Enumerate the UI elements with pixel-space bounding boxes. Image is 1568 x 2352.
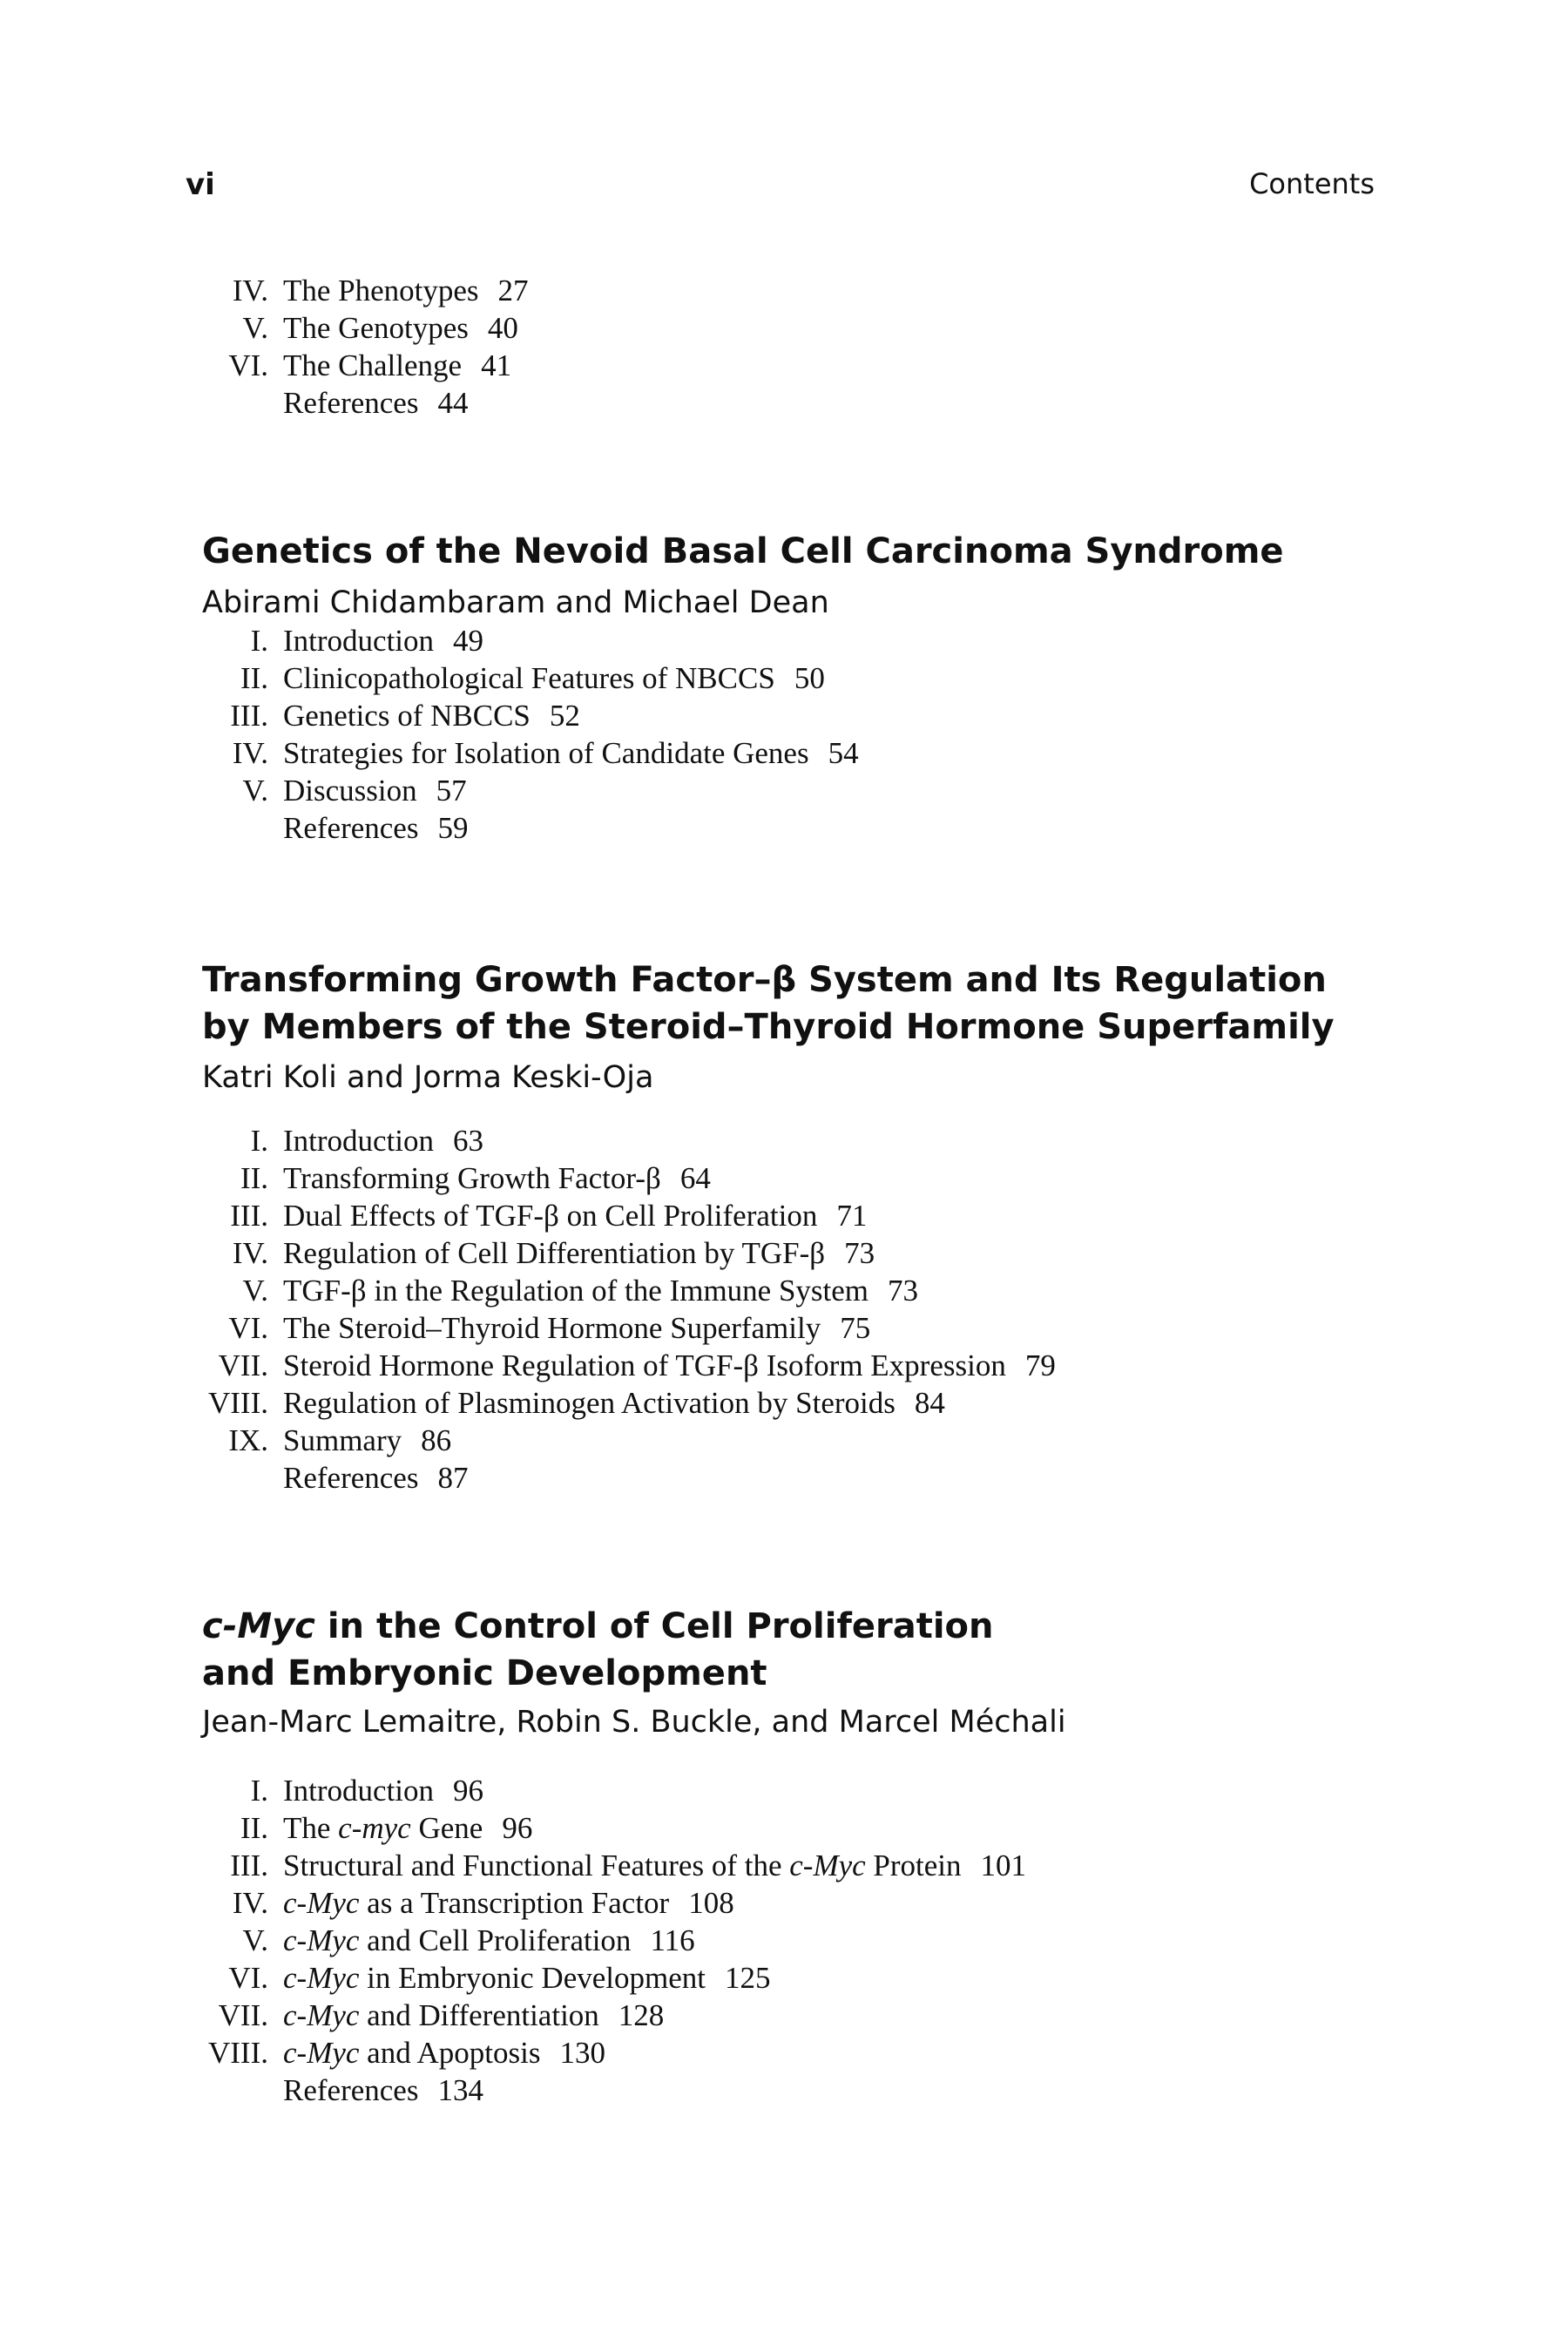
section-number: III. <box>230 1848 268 1882</box>
page-number: 52 <box>549 699 580 733</box>
toc-entry <box>0 309 1568 347</box>
page-number: 96 <box>453 1774 484 1808</box>
page-number: 134 <box>437 2073 483 2107</box>
page-number: 86 <box>421 1423 452 1457</box>
page-number: 84 <box>914 1386 945 1420</box>
section-title: References <box>283 1461 419 1495</box>
toc-entry <box>0 1922 1568 1959</box>
section-number: IV. <box>232 1236 268 1270</box>
section-number: V. <box>242 1274 268 1308</box>
page-number: 73 <box>844 1236 875 1270</box>
toc-entry-references <box>0 384 1568 422</box>
section-title-post: and Differentiation <box>359 1998 599 2032</box>
section-number: II. <box>240 661 268 695</box>
toc-entry <box>0 1959 1568 1997</box>
page-folio: vi <box>186 167 215 202</box>
page-number: 87 <box>437 1461 469 1495</box>
section-title: References <box>283 811 419 845</box>
section-title-italic: c-Myc <box>283 2036 360 2070</box>
page-number: 49 <box>453 624 484 658</box>
section-title: The Phenotypes <box>283 274 479 308</box>
section-title-post: and Cell Proliferation <box>359 1923 632 1957</box>
section-title-italic: c-myc <box>338 1811 411 1845</box>
page-number: 125 <box>724 1961 771 1995</box>
page-number: 64 <box>679 1161 711 1195</box>
chapter-title <box>202 1603 1422 1697</box>
page-number: 75 <box>840 1311 871 1345</box>
chapter-toc-list <box>0 622 1568 847</box>
section-title: Discussion <box>283 774 417 808</box>
section-number: III. <box>230 1199 268 1233</box>
section-title-italic: c-Myc <box>283 1923 360 1957</box>
section-title-post: in Embryonic Development <box>359 1961 706 1995</box>
page-number: 71 <box>836 1199 868 1233</box>
toc-entry <box>0 772 1568 809</box>
chapter-title <box>202 956 1422 1051</box>
section-number: IV. <box>232 736 268 770</box>
section-title: References <box>283 386 419 420</box>
section-title: Introduction <box>283 624 435 658</box>
page-number: 41 <box>481 348 512 382</box>
chapter-title-line: by Members of the Steroid–Thyroid Hormone Superfamily <box>202 1007 1335 1047</box>
page-number: 128 <box>618 1998 665 2032</box>
section-number: I. <box>250 1124 268 1158</box>
chapter-authors: Abirami Chidambaram and Michael Dean <box>202 585 829 620</box>
toc-entry <box>0 659 1568 697</box>
section-number: VII. <box>218 1348 268 1382</box>
section-title-post: as a Transcription Factor <box>359 1886 670 1920</box>
toc-entry <box>0 1122 1568 1159</box>
page-number: 101 <box>980 1848 1027 1882</box>
section-number: I. <box>250 1774 268 1808</box>
toc-entry <box>0 2034 1568 2072</box>
chapter-title-line: Genetics of the Nevoid Basal Cell Carcinoma Syndrome <box>202 531 1284 571</box>
toc-entry-references <box>0 809 1568 847</box>
section-title: Summary <box>283 1423 402 1457</box>
chapter-toc-list <box>0 1122 1568 1497</box>
section-number: IX. <box>228 1423 268 1457</box>
toc-entry <box>0 1197 1568 1234</box>
section-title: Introduction <box>283 1774 435 1808</box>
page-number: 27 <box>497 274 529 308</box>
section-number: VII. <box>218 1998 268 2032</box>
chapter-authors: Katri Koli and Jorma Keski-Oja <box>202 1060 654 1095</box>
section-title: Genetics of NBCCS <box>283 699 531 733</box>
section-number: II. <box>240 1811 268 1845</box>
section-title: Transforming Growth Factor-β <box>283 1161 661 1195</box>
chapter-title-line: Transforming Growth Factor–β System and Its Regulation <box>202 960 1327 1000</box>
section-title: Dual Effects of TGF-β on Cell Proliferation <box>283 1199 818 1233</box>
section-number: VI. <box>228 1961 268 1995</box>
toc-entry-references <box>0 1459 1568 1497</box>
page-number: 59 <box>437 811 469 845</box>
section-number: VIII. <box>208 2036 268 2070</box>
section-title-italic: c-Myc <box>789 1848 866 1882</box>
toc-entry <box>0 1309 1568 1347</box>
section-title: Regulation of Cell Differentiation by TGF-β <box>283 1236 826 1270</box>
section-title: References <box>283 2073 419 2107</box>
section-title-post: Protein <box>865 1848 962 1882</box>
section-title-pre: The <box>283 1811 339 1845</box>
toc-entry <box>0 697 1568 734</box>
section-number: III. <box>230 699 268 733</box>
toc-entry <box>0 1347 1568 1384</box>
toc-entry <box>0 1234 1568 1272</box>
toc-entry <box>0 347 1568 384</box>
running-head: Contents <box>1249 167 1375 200</box>
section-title: Steroid Hormone Regulation of TGF-β Isoform Expression <box>283 1348 1006 1382</box>
section-title: The Steroid–Thyroid Hormone Superfamily <box>283 1311 821 1345</box>
section-title: Regulation of Plasminogen Activation by Steroids <box>283 1386 896 1420</box>
section-title: TGF-β in the Regulation of the Immune System <box>283 1274 869 1308</box>
section-number: IV. <box>232 1886 268 1920</box>
page-number: 40 <box>487 311 518 345</box>
toc-entry <box>0 1384 1568 1422</box>
toc-entry-references <box>0 2072 1568 2109</box>
toc-entry <box>0 734 1568 772</box>
toc-entry <box>0 272 1568 309</box>
section-title: The Genotypes <box>283 311 469 345</box>
chapter-toc-list <box>0 1772 1568 2109</box>
section-title-italic: c-Myc <box>283 1961 360 1995</box>
section-number: V. <box>242 1923 268 1957</box>
page-number: 79 <box>1024 1348 1056 1382</box>
toc-entry <box>0 1422 1568 1459</box>
toc-entry <box>0 1272 1568 1309</box>
section-number: IV. <box>232 274 268 308</box>
page-number: 96 <box>502 1811 533 1845</box>
page-number: 130 <box>559 2036 605 2070</box>
section-title: Clinicopathological Features of NBCCS <box>283 661 775 695</box>
toc-entry <box>0 1884 1568 1922</box>
page-number: 50 <box>794 661 825 695</box>
section-number: V. <box>242 311 268 345</box>
chapter-title-line: and Embryonic Development <box>202 1653 767 1693</box>
section-number: V. <box>242 774 268 808</box>
section-title: Introduction <box>283 1124 435 1158</box>
section-title-pre: Structural and Functional Features of the <box>283 1848 790 1882</box>
chapter-title-text: in the Control of Cell Proliferation <box>314 1606 994 1646</box>
toc-entry <box>0 1809 1568 1847</box>
chapter-title-italic: c-Myc <box>202 1606 315 1646</box>
toc-entry <box>0 1159 1568 1197</box>
page-number: 54 <box>828 736 859 770</box>
section-title-italic: c-Myc <box>283 1886 360 1920</box>
section-title: The Challenge <box>283 348 463 382</box>
section-number: II. <box>240 1161 268 1195</box>
chapter-title <box>202 528 1422 575</box>
section-number: VIII. <box>208 1386 268 1420</box>
continued-toc-list <box>0 272 1568 422</box>
section-title-post: Gene <box>410 1811 483 1845</box>
toc-entry <box>0 622 1568 659</box>
chapter-title-line <box>202 1603 1422 1650</box>
section-title-post: and Apoptosis <box>359 2036 541 2070</box>
toc-entry <box>0 1997 1568 2034</box>
toc-entry <box>0 1847 1568 1884</box>
page-number: 63 <box>453 1124 484 1158</box>
section-title: Strategies for Isolation of Candidate Genes <box>283 736 809 770</box>
page-number: 57 <box>436 774 467 808</box>
page-number: 73 <box>888 1274 919 1308</box>
section-number: I. <box>250 624 268 658</box>
section-title-italic: c-Myc <box>283 1998 360 2032</box>
section-number: VI. <box>228 1311 268 1345</box>
section-number: VI. <box>228 348 268 382</box>
page-number: 116 <box>650 1923 695 1957</box>
page-number: 44 <box>437 386 469 420</box>
chapter-authors: Jean-Marc Lemaitre, Robin S. Buckle, and Marcel Méchali <box>202 1705 1066 1740</box>
page-number: 108 <box>688 1886 734 1920</box>
toc-entry <box>0 1772 1568 1809</box>
